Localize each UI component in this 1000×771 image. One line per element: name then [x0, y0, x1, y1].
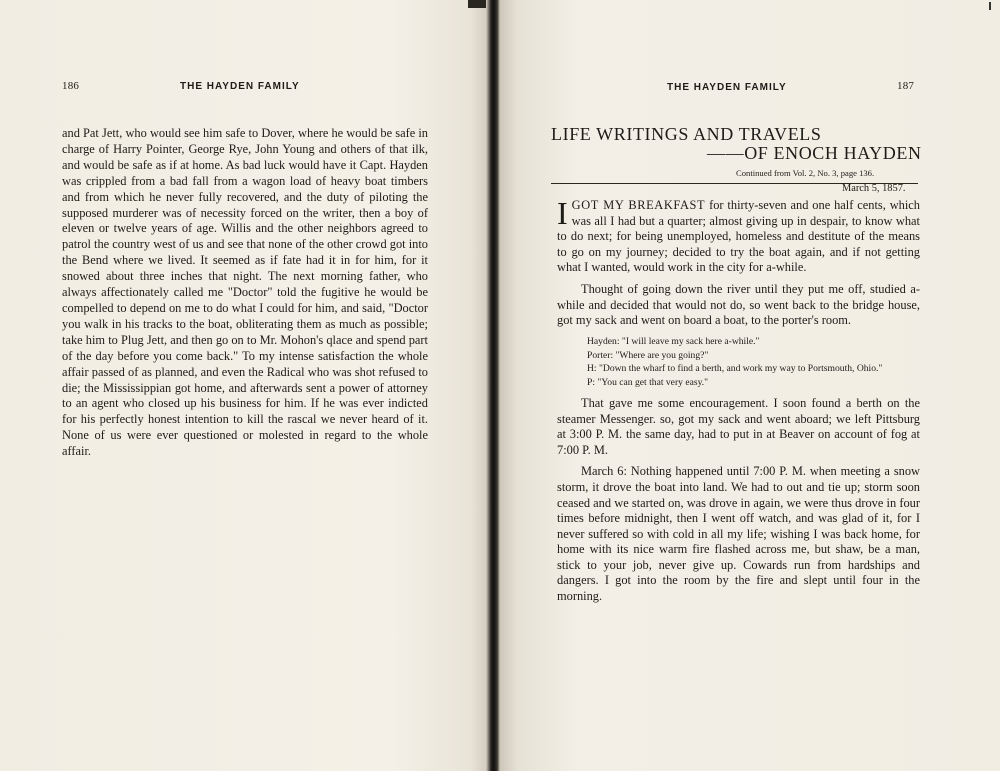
left-body-text [62, 126, 428, 460]
opening-small-caps: GOT MY BREAKFAST [571, 198, 706, 212]
dialogue-line: H: "Down the wharf to find a berth, and work my way to Portsmouth, Ohio." [587, 363, 883, 375]
right-paragraph-2: Thought of going down the river until they put me off, studied a-while and decided that would not do, so went back to the bridge house, got my sack and went on board a boat, to the porter's room. [557, 281, 920, 328]
page-number-right: 187 [897, 80, 915, 92]
running-head-left: THE HAYDEN FAMILY [180, 81, 300, 92]
left-paragraph: and Pat Jett, who would see him safe to Dover, where he would be safe in charge of Harry Pointer, George Rye, John Young and others of that ilk, and would be safe as if at home. As bad luck would have it Capt. Hayden was crippled from a bad fall from a wagon load of heavy boat timbers and from which he never fully recovered, and the duty of piloting the supposed murderer was of necessity forced on the writer, then a boy of eleven or twelve years of age. Willis and the other neighbors agreed to patrol the country west of us and see that none of the other crowd got into the Bend where we lived. It seemed as if fate had it in for him, for it snowed about three inches that night. The next morning father, who always affectionately called me "Doctor" told the fugitive he would be compelled to depend on me to do what I could for him, and said, "Doctor you walk in his tracks to the boat, obliterating them as much as possible; take him to Plug Jett, and then go on to Mr. Mohon's qlace and spend part of the day before you come back." To my intense satisfaction the whole affair passed of as planned, and even the Radical who was shot refused to die; the Mississippian got home, and afterwards sent a power of attorney to an agent who closed up his business for him. If he was ever indicted for his perfectly honest intention to kill the rascal we never heard of it. None of us were ever questioned or molested in regard to the whole affair. [62, 126, 428, 459]
chapter-title-line-2: ——OF ENOCH HAYDEN [707, 143, 922, 163]
dateline: March 5, 1857. [842, 183, 906, 194]
left-page [0, 0, 490, 771]
book-gutter [486, 0, 500, 771]
page-number-left: 186 [62, 80, 80, 92]
drop-cap: I [557, 195, 568, 231]
right-paragraph-3: That gave me some encouragement. I soon found a berth on the steamer Messenger. so, got my sack and went aboard; we left Pittsburg at 3:00 P. M. the same day, had to put in at Beaver on account of fog at 7:00 P. M. [557, 395, 920, 457]
running-head-right: THE HAYDEN FAMILY [667, 82, 787, 93]
paragraph-1-text: for thirty-seven and one half cents, which was all I had but a quarter; almost giving up in despair, to know what to do next; for being unemployed, homeless and destitute of the means to go on my journey; decided to try the boat again, and if not getting what I wanted, would work in the city for a-while. [557, 198, 920, 275]
dialogue-block [587, 335, 920, 390]
dialogue-line: P: "You can get that very easy." [587, 377, 709, 389]
right-body-text [557, 195, 920, 611]
dialogue-line: Porter: "Where are you going?" [587, 349, 709, 361]
continued-note: Continued from Vol. 2, No. 3, page 136. [736, 168, 875, 178]
right-paragraph-4: March 6: Nothing happened until 7:00 P. M. when meeting a snow storm, it drove the boat into land. We had to out and tie up; storm soon ceased and we started on, was drove in again, we were thus drove in four times before midnight, then I went off watch, and was glad of it, for I never suffered so with cold in all my life; wishing I was back home, for home with its nice warm fire flashed across me, but shaw, be a man, stick to your job, never give up. Cowards run from hardships and dangers. I got into the room by the fire and slept until four in the morning. [557, 464, 920, 604]
right-paragraph-1 [557, 195, 920, 276]
chapter-title-line-1: LIFE WRITINGS AND TRAVELS [551, 124, 822, 144]
corner-mark [989, 2, 991, 10]
dialogue-line: Hayden: "I will leave my sack here a-while." [587, 335, 760, 347]
